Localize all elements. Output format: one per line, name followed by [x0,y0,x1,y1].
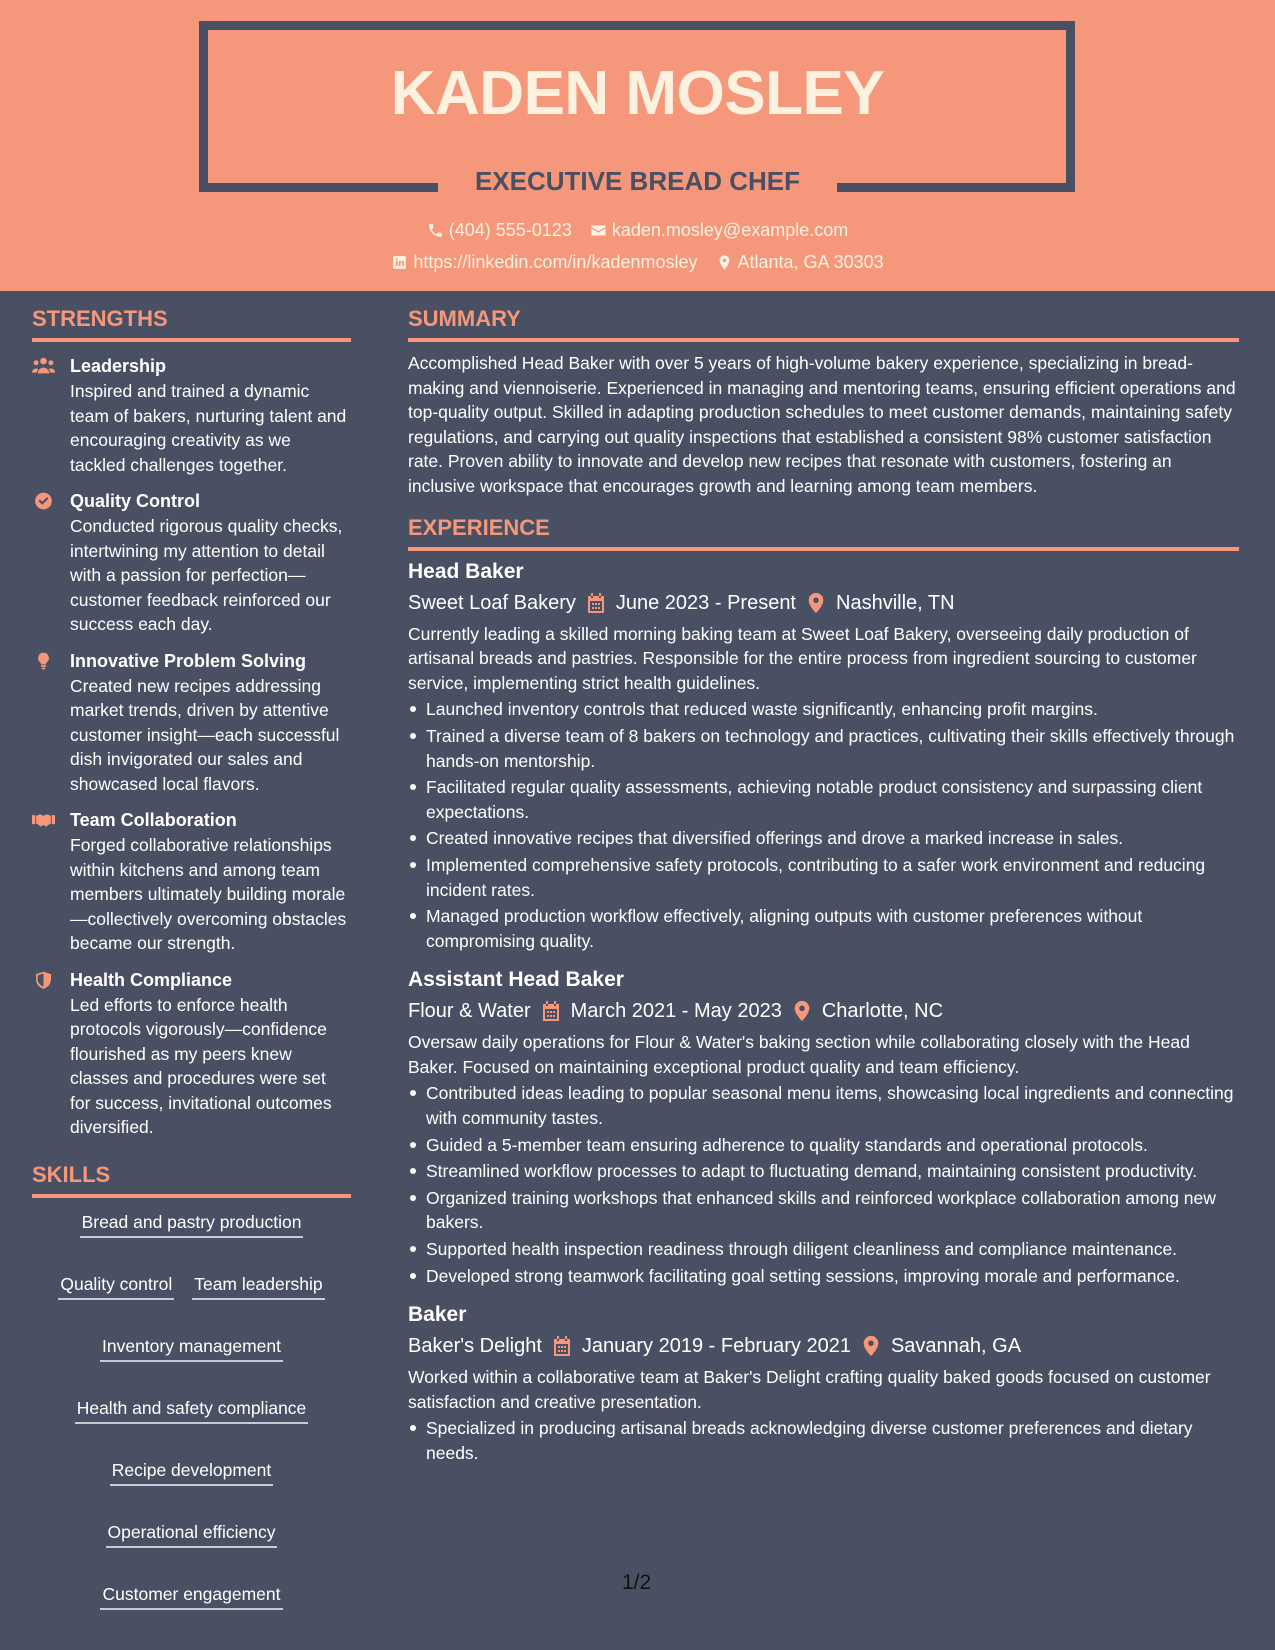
job-dates: January 2019 - February 2021 [581,1335,851,1358]
summary-heading: SUMMARY [408,306,1239,342]
job-description: Worked within a collaborative team at Baker's Delight crafting quality baked goods focused on customer satisfaction and creative presentation. [408,1367,1211,1412]
handshake-icon [32,810,55,830]
summary-text: Accomplished Head Baker with over 5 years of high-volume bakery experience, specializing in bread-making and viennoiserie. Experienced in managing and mentoring teams, ensuring efficient operations and top-quality output. Skilled in adapting production schedules to meet customer demands, maintaining safety regulations, and carrying out quality inspections that established a consistent 98% customer satisfaction rate. Proven ability to innovate and develop new recipes that resonate with customers, fostering an inclusive workspace that encourages growth and learning among team members. [408,353,1236,496]
contact-line-2 [0,252,1275,273]
job-entry [408,967,1239,1288]
bullet-item: Implemented comprehensive safety protocols, contributing to a safer work environment and reducing incident rates. [408,853,1239,902]
job-meta [408,589,1239,617]
strength-desc: Inspired and trained a dynamic team of bakers, nurturing talent and encouraging creativity as we tackled challenges together. [70,381,347,475]
map-pin-icon [716,254,733,271]
left-column [32,306,351,1610]
job-location: Charlotte, NC [821,1000,944,1023]
strength-item [32,808,351,956]
calendar-icon [586,592,606,614]
strength-title: Quality Control [70,491,200,511]
linkedin-icon [391,254,408,271]
contact-phone[interactable] [427,220,572,241]
job-title: Head Baker [408,559,524,583]
contact-line-1 [0,220,1275,241]
calendar-icon [552,1335,572,1357]
map-pin-icon [806,592,826,614]
skill-tag: Health and safety compliance [75,1396,309,1424]
job-dates: June 2023 - Present [615,591,796,614]
strength-item [32,649,351,797]
strengths-heading: STRENGTHS [32,306,351,342]
job-meta [408,1332,1239,1360]
linkedin-text: https://linkedin.com/in/kadenmosley [413,252,698,272]
strength-title: Team Collaboration [70,810,237,830]
experience-heading: EXPERIENCE [408,515,1239,551]
job-meta [408,997,1239,1025]
skill-tag: Team leadership [192,1272,324,1300]
strength-title: Innovative Problem Solving [70,650,307,671]
candidate-role: EXECUTIVE BREAD CHEF [474,166,801,196]
bullet-item: Created innovative recipes that diversified offerings and drove a marked increase in sales. [408,826,1239,851]
bullet-item: Facilitated regular quality assessments, achieving notable product consistency and surpassing client expectations. [408,775,1239,824]
skill-tag: Quality control [58,1272,174,1300]
map-pin-icon [861,1335,881,1357]
job-bullets [408,697,1239,953]
job-bullets [408,1081,1239,1288]
contact-linkedin[interactable] [391,252,697,273]
bullet-item: Supported health inspection readiness through diligent cleanliness and compliance maintenance. [408,1237,1239,1262]
strength-desc: Created new recipes addressing market trends, driven by attentive customer insight—each successful dish invigorated our sales and showcased local flavors. [70,675,340,794]
resume-header [0,0,1275,291]
email-text: kaden.mosley@example.com [611,220,849,240]
skills-list [32,1210,351,1610]
envelope-icon [590,222,607,239]
bullet-item: Launched inventory controls that reduced waste significantly, enhancing profit margins. [408,697,1239,722]
skill-tag: Customer engagement [100,1582,282,1610]
job-description: Oversaw daily operations for Flour & Water's baking section while collaborating closely with the Head Baker. Focused on maintaining exceptional product quality and team efficiency. [408,1032,1190,1077]
skill-tag: Bread and pastry production [80,1210,304,1238]
strength-desc: Conducted rigorous quality checks, intertwining my attention to detail with a passion for perfection—customer feedback reinforced our success each day. [70,516,343,634]
bullet-item: Trained a diverse team of 8 bakers on technology and practices, cultivating their skills effectively through hands-on mentorship. [408,724,1239,773]
phone-icon [427,222,444,239]
strength-desc: Led efforts to enforce health protocols vigorously—confidence flourished as my peers knew classes and procedures were set for success, invitational outcomes diversified. [70,994,332,1137]
job-entry [408,559,1239,954]
bullet-item: Managed production workflow effectively, aligning outputs with customer preferences without compromising quality. [408,904,1239,953]
bullet-item: Specialized in producing artisanal breads acknowledging diverse customer preferences and dietary needs. [408,1416,1239,1465]
candidate-name: KADEN MOSLEY [390,59,885,128]
job-company: Baker's Delight [408,1335,542,1358]
job-location: Nashville, TN [836,591,955,614]
skill-tag: Operational efficiency [106,1520,278,1548]
strength-title: Leadership [70,356,167,376]
contact-email[interactable] [590,220,848,241]
shield-icon [32,970,55,990]
bullet-item: Streamlined workflow processes to adapt to fluctuating demand, maintaining consistent productivity. [408,1159,1239,1184]
strength-desc: Forged collaborative relationships within kitchens and among team members ultimately building morale—collectively overcoming obstacles became our strength. [70,835,347,953]
job-bullets [408,1416,1239,1465]
strength-item [32,489,351,637]
right-column [408,306,1239,1466]
skills-heading: SKILLS [32,1162,351,1198]
bullet-item: Organized training workshops that enhanced skills and reinforced workplace collaboration among new bakers. [408,1186,1239,1235]
job-title: Assistant Head Baker [408,968,624,992]
job-entry [408,1302,1239,1465]
bullet-item: Contributed ideas leading to popular seasonal menu items, showcasing local ingredients and connecting with community tastes. [408,1081,1239,1130]
job-location: Savannah, GA [890,1335,1022,1358]
job-title: Baker [408,1303,467,1327]
phone-text: (404) 555-0123 [448,220,572,240]
lightbulb-icon [32,651,55,671]
page-number: 1/2 [622,1571,652,1594]
skill-tag: Recipe development [110,1458,274,1486]
strength-item [32,354,351,477]
job-company: Flour & Water [408,1000,531,1023]
calendar-icon [541,1000,561,1022]
map-pin-icon [792,1000,812,1022]
skill-tag: Inventory management [100,1334,283,1362]
bullet-item: Developed strong teamwork facilitating goal setting sessions, improving morale and performance. [408,1264,1239,1289]
bullet-item: Guided a 5-member team ensuring adherence to quality standards and operational protocols. [408,1133,1239,1158]
strength-title: Health Compliance [70,969,233,990]
location-text: Atlanta, GA 30303 [737,252,884,272]
contact-location [716,252,884,273]
check-circle-icon [32,491,55,511]
job-company: Sweet Loaf Bakery [408,591,576,614]
job-description: Currently leading a skilled morning baking team at Sweet Loaf Bakery, overseeing daily production of artisanal breads and pastries. Responsible for the entire process from ingredient sourcing to customer service, implementing strict health guidelines. [408,623,1197,693]
users-icon [32,356,55,376]
strength-item [32,968,351,1140]
skills-section [32,1162,351,1610]
job-dates: March 2021 - May 2023 [570,1000,782,1023]
